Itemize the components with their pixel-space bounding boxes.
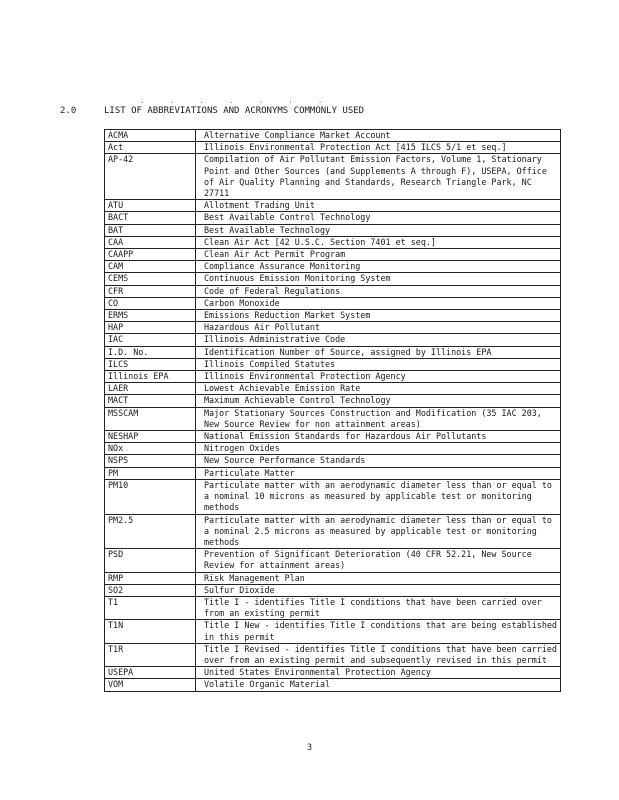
abbreviation-definition: Title I - identifies Title I conditions that have been carried over from an existing permit bbox=[196, 596, 561, 619]
table-row bbox=[105, 371, 561, 383]
abbreviation-term: ATU bbox=[105, 200, 196, 212]
table-row bbox=[105, 431, 561, 443]
abbreviation-term: LAER bbox=[105, 383, 196, 395]
abbreviation-definition: Hazardous Air Pollutant bbox=[196, 322, 561, 334]
abbreviation-definition: Alternative Compliance Market Account bbox=[196, 130, 561, 142]
abbreviation-definition: Particulate matter with an aerodynamic diameter less than or equal to a nominal 2.5 microns as measured by applicable test or monitoring methods bbox=[196, 514, 561, 549]
section-title: LIST OF ABBREVIATIONS AND ACRONYMS COMMONLY USED bbox=[104, 106, 365, 116]
abbreviation-definition: Illinois Administrative Code bbox=[196, 334, 561, 346]
table-row bbox=[105, 549, 561, 572]
abbreviation-definition: Particulate matter with an aerodynamic diameter less than or equal to a nominal 10 microns as measured by applicable test or monitoring methods bbox=[196, 479, 561, 514]
page-number: 3 bbox=[306, 743, 313, 753]
table-row bbox=[105, 596, 561, 619]
table-row bbox=[105, 130, 561, 142]
abbreviation-term: SO2 bbox=[105, 584, 196, 596]
table-row bbox=[105, 297, 561, 309]
table-row bbox=[105, 358, 561, 370]
abbreviation-term: PSD bbox=[105, 549, 196, 572]
table-row bbox=[105, 514, 561, 549]
table-row bbox=[105, 346, 561, 358]
table-row bbox=[105, 667, 561, 679]
abbreviation-term: Act bbox=[105, 142, 196, 154]
abbreviation-definition: Prevention of Significant Deterioration (40 CFR 52.21, New Source Review for attainment areas) bbox=[196, 549, 561, 572]
abbreviation-definition: Volatile Organic Material bbox=[196, 679, 561, 691]
abbreviation-term: ERMS bbox=[105, 310, 196, 322]
abbreviation-term: VOM bbox=[105, 679, 196, 691]
abbreviation-term: CEMS bbox=[105, 273, 196, 285]
abbreviation-term: MACT bbox=[105, 395, 196, 407]
abbreviation-term: T1N bbox=[105, 620, 196, 643]
table-row bbox=[105, 334, 561, 346]
abbreviation-definition: Major Stationary Sources Construction and Modification (35 IAC 203, New Source Review for non attainment areas) bbox=[196, 407, 561, 430]
abbreviation-term: PM2.5 bbox=[105, 514, 196, 549]
table-row bbox=[105, 310, 561, 322]
section-number: 2.0 bbox=[60, 106, 77, 116]
abbreviation-term: I.D. No. bbox=[105, 346, 196, 358]
abbreviation-definition: United States Environmental Protection Agency bbox=[196, 667, 561, 679]
table-row bbox=[105, 383, 561, 395]
abbreviation-definition: Clean Air Act [42 U.S.C. Section 7401 et seq.] bbox=[196, 236, 561, 248]
table-row bbox=[105, 200, 561, 212]
table-row bbox=[105, 572, 561, 584]
abbreviation-definition: Illinois Environmental Protection Act [415 ILCS 5/1 et seq.] bbox=[196, 142, 561, 154]
abbreviation-term: RMP bbox=[105, 572, 196, 584]
table-row bbox=[105, 236, 561, 248]
section-heading bbox=[60, 106, 364, 116]
table-row bbox=[105, 443, 561, 455]
abbreviation-term: CFR bbox=[105, 285, 196, 297]
table-row bbox=[105, 285, 561, 297]
table-row bbox=[105, 620, 561, 643]
abbreviations-table-body bbox=[105, 130, 561, 692]
abbreviation-definition: National Emission Standards for Hazardous Air Pollutants bbox=[196, 431, 561, 443]
table-row bbox=[105, 212, 561, 224]
abbreviation-definition: Illinois Compiled Statutes bbox=[196, 358, 561, 370]
abbreviation-definition: Title I New - identifies Title I conditions that are being established in this permit bbox=[196, 620, 561, 643]
abbreviation-term: CAA bbox=[105, 236, 196, 248]
abbreviation-definition: Risk Management Plan bbox=[196, 572, 561, 584]
table-row bbox=[105, 142, 561, 154]
table-row bbox=[105, 679, 561, 691]
table-row bbox=[105, 395, 561, 407]
table-row bbox=[105, 455, 561, 467]
table-row bbox=[105, 224, 561, 236]
abbreviation-term: BACT bbox=[105, 212, 196, 224]
abbreviation-term: CAM bbox=[105, 261, 196, 273]
abbreviation-term: MSSCAM bbox=[105, 407, 196, 430]
header-marks: . . . . . . . bbox=[140, 96, 333, 105]
abbreviation-definition: Allotment Trading Unit bbox=[196, 200, 561, 212]
abbreviation-definition: Carbon Monoxide bbox=[196, 297, 561, 309]
abbreviation-definition: Title I Revised - identifies Title I conditions that have been carried over from an existing permit and subsequently revised in this permit bbox=[196, 643, 561, 666]
abbreviation-definition: Lowest Achievable Emission Rate bbox=[196, 383, 561, 395]
abbreviation-definition: Nitrogen Oxides bbox=[196, 443, 561, 455]
abbreviation-definition: Emissions Reduction Market System bbox=[196, 310, 561, 322]
abbreviation-term: PM bbox=[105, 467, 196, 479]
abbreviation-definition: Particulate Matter bbox=[196, 467, 561, 479]
table-row bbox=[105, 584, 561, 596]
abbreviation-definition: Maximum Achievable Control Technology bbox=[196, 395, 561, 407]
abbreviation-term: CO bbox=[105, 297, 196, 309]
abbreviation-term: ACMA bbox=[105, 130, 196, 142]
abbreviation-term: HAP bbox=[105, 322, 196, 334]
abbreviation-term: NESHAP bbox=[105, 431, 196, 443]
abbreviation-definition: New Source Performance Standards bbox=[196, 455, 561, 467]
abbreviation-definition: Best Available Technology bbox=[196, 224, 561, 236]
table-row bbox=[105, 479, 561, 514]
abbreviation-term: T1R bbox=[105, 643, 196, 666]
abbreviation-term: USEPA bbox=[105, 667, 196, 679]
abbreviation-definition: Clean Air Act Permit Program bbox=[196, 249, 561, 261]
abbreviation-term: AP-42 bbox=[105, 154, 196, 200]
abbreviation-term: ILCS bbox=[105, 358, 196, 370]
abbreviation-definition: Continuous Emission Monitoring System bbox=[196, 273, 561, 285]
table-row bbox=[105, 261, 561, 273]
abbreviation-term: CAAPP bbox=[105, 249, 196, 261]
table-row bbox=[105, 322, 561, 334]
abbreviation-term: BAT bbox=[105, 224, 196, 236]
table-row bbox=[105, 467, 561, 479]
abbreviation-term: NOx bbox=[105, 443, 196, 455]
table-row bbox=[105, 643, 561, 666]
abbreviation-term: NSPS bbox=[105, 455, 196, 467]
abbreviation-definition: Best Available Control Technology bbox=[196, 212, 561, 224]
abbreviation-term: PM10 bbox=[105, 479, 196, 514]
abbreviation-term: Illinois EPA bbox=[105, 371, 196, 383]
abbreviation-term: T1 bbox=[105, 596, 196, 619]
table-row bbox=[105, 407, 561, 430]
table-row bbox=[105, 154, 561, 200]
abbreviation-definition: Compilation of Air Pollutant Emission Factors, Volume 1, Stationary Point and Other Sources (and Supplements A through F), USEPA, Office of Air Quality Planning and Standards, Research Triangle Park, NC 27711 bbox=[196, 154, 561, 200]
abbreviation-definition: Identification Number of Source, assigned by Illinois EPA bbox=[196, 346, 561, 358]
abbreviation-definition: Sulfur Dioxide bbox=[196, 584, 561, 596]
table-row bbox=[105, 273, 561, 285]
table-row bbox=[105, 249, 561, 261]
abbreviation-definition: Illinois Environmental Protection Agency bbox=[196, 371, 561, 383]
abbreviation-definition: Code of Federal Regulations bbox=[196, 285, 561, 297]
abbreviations-table bbox=[104, 129, 561, 692]
abbreviation-definition: Compliance Assurance Monitoring bbox=[196, 261, 561, 273]
abbreviation-term: IAC bbox=[105, 334, 196, 346]
